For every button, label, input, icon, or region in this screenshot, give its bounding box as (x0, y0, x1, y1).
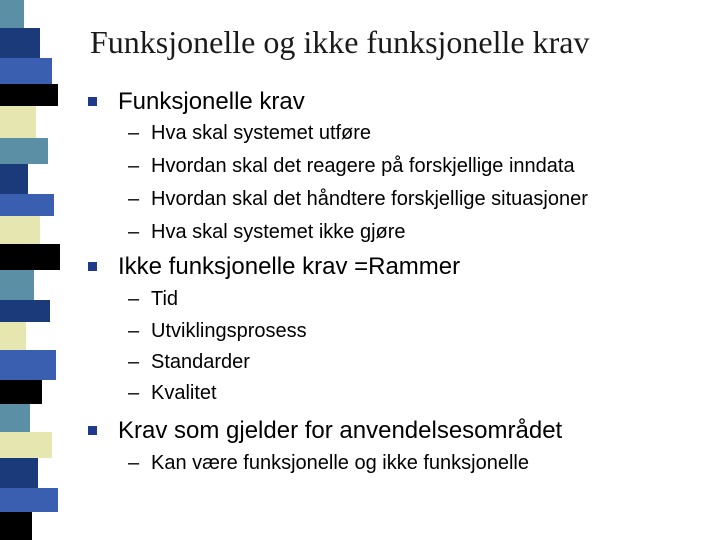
list-item-text: Hva skal systemet utføre (151, 122, 372, 144)
square-bullet-icon (88, 262, 97, 271)
stripe-block (0, 0, 24, 28)
stripe-block (0, 488, 58, 512)
stripe-block (0, 322, 26, 350)
stripe-block (0, 458, 38, 488)
section-label: Krav som gjelder for anvendelsesområdet (118, 417, 563, 444)
stripe-block (0, 164, 28, 194)
list-item-text: Utviklingsprosess (151, 320, 307, 342)
list-item-text: Kvalitet (151, 382, 217, 404)
stripe-block (0, 138, 48, 164)
stripe-block (0, 58, 52, 84)
stripe-block (0, 244, 60, 270)
stripe-block (0, 194, 54, 216)
list-item-text: Tid (151, 288, 179, 310)
section-label: Ikke funksjonelle krav =Rammer (118, 253, 461, 280)
list-item-text: Hvordan skal det håndtere forskjellige situasjoner (151, 188, 588, 210)
stripe-block (0, 512, 32, 540)
square-bullet-icon (88, 97, 97, 106)
stripe-block (0, 28, 40, 58)
dash-bullet: – (128, 320, 140, 342)
stripe-block (0, 270, 34, 300)
stripe-block (0, 432, 52, 458)
dash-bullet: – (128, 155, 140, 177)
stripe-block (0, 84, 58, 106)
dash-bullet: – (128, 382, 140, 404)
square-bullet-icon (88, 426, 97, 435)
dash-bullet: – (128, 452, 140, 474)
list-item-text: Standarder (151, 351, 250, 373)
dash-bullet: – (128, 351, 140, 373)
stripe-block (0, 300, 50, 322)
stripe-block (0, 106, 36, 138)
dash-bullet: – (128, 288, 140, 310)
stripe-block (0, 350, 56, 380)
list-item-text: Hva skal systemet ikke gjøre (151, 221, 406, 243)
stripe-block (0, 404, 30, 432)
list-item-text: Hvordan skal det reagere på forskjellige inndata (151, 155, 575, 177)
dash-bullet: – (128, 122, 140, 144)
list-item-text: Kan være funksjonelle og ikke funksjonelle (151, 452, 529, 474)
dash-bullet: – (128, 188, 140, 210)
stripe-block (0, 380, 42, 404)
slide-title: Funksjonelle og ikke funksjonelle krav (90, 24, 590, 60)
stripe-block (0, 216, 40, 244)
section-label: Funksjonelle krav (118, 88, 305, 115)
dash-bullet: – (128, 221, 140, 243)
decorative-stripe (0, 0, 62, 540)
